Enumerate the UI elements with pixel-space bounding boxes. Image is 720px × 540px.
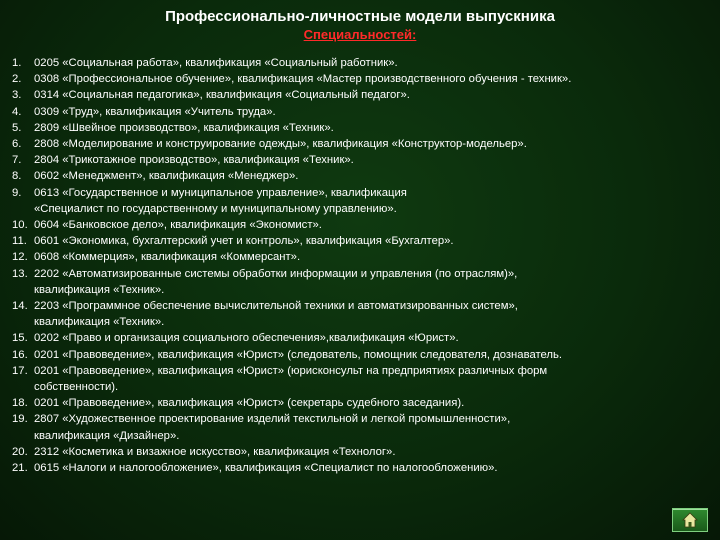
item-number: 14.	[12, 300, 28, 313]
list-item	[12, 55, 717, 71]
item-text: 0615 «Налоги и налогообложение», квалификация «Специалист по налогообложению».	[34, 462, 498, 475]
item-number: 12.	[12, 251, 28, 264]
item-text: 0201 «Правоведение», квалификация «Юрист» (юрисконсульт на предприятиях различных форм	[34, 364, 548, 377]
list-item	[12, 136, 717, 152]
item-text: 0201 «Правоведение», квалификация «Юрист» (следователь, помощник следователя, дознаватель.	[34, 348, 563, 361]
item-text: 2202 «Автоматизированные системы обработки информации и управления (по отраслям)»,	[34, 267, 518, 280]
item-number: 17.	[12, 364, 28, 377]
list-item	[12, 185, 717, 217]
list-item	[12, 104, 717, 120]
list-item	[12, 298, 717, 330]
item-text-continuation: квалификация «Техник».	[34, 316, 165, 329]
item-number: 15.	[12, 332, 28, 345]
item-number: 13.	[12, 267, 28, 280]
home-button[interactable]	[672, 508, 708, 532]
item-number: 3.	[12, 89, 22, 102]
list-item	[12, 233, 717, 249]
specialty-list	[12, 55, 717, 476]
item-number: 5.	[12, 121, 22, 134]
slide-title: Профессионально-личностные модели выпускника	[165, 8, 555, 25]
item-text: 0314 «Социальная педагогика», квалификация «Социальный педагог».	[34, 89, 410, 102]
item-text: 0604 «Банковское дело», квалификация «Экономист».	[34, 219, 322, 232]
item-text: 2203 «Программное обеспечение вычислительной техники и автоматизированных систем»,	[34, 300, 518, 313]
item-number: 6.	[12, 138, 22, 151]
item-number: 10.	[12, 219, 28, 232]
item-text-continuation: квалификация «Дизайнер».	[34, 429, 180, 442]
item-number: 21.	[12, 462, 28, 475]
item-text: 0613 «Государственное и муниципальное управление», квалификация	[34, 186, 407, 199]
list-item	[12, 411, 717, 443]
list-item	[12, 217, 717, 233]
item-text: 2807 «Художественное проектирование изделий текстильной и легкой промышленности»,	[34, 413, 511, 426]
list-item	[12, 395, 717, 411]
item-text: 0608 «Коммерция», квалификация «Коммерсант».	[34, 251, 301, 264]
home-icon	[682, 512, 698, 528]
item-number: 19.	[12, 413, 28, 426]
list-item	[12, 152, 717, 168]
item-number: 20.	[12, 445, 28, 458]
item-text: 2809 «Швейное производство», квалификация «Техник».	[34, 121, 334, 134]
item-text: 2808 «Моделирование и конструирование одежды», квалификация «Конструктор-модельер».	[34, 138, 527, 151]
item-number: 18.	[12, 397, 28, 410]
item-number: 11.	[12, 235, 27, 248]
item-text: 0201 «Правоведение», квалификация «Юрист» (секретарь судебного заседания).	[34, 397, 465, 410]
list-item	[12, 249, 717, 265]
item-text: 2804 «Трикотажное производство», квалификация «Техник».	[34, 154, 354, 167]
list-item	[12, 347, 717, 363]
item-number: 2.	[12, 73, 22, 86]
list-item	[12, 87, 717, 103]
item-text: 0602 «Менеджмент», квалификация «Менеджер».	[34, 170, 299, 183]
list-item	[12, 168, 717, 184]
list-item	[12, 120, 717, 136]
list-item	[12, 266, 717, 298]
item-number: 9.	[12, 186, 22, 199]
list-item	[12, 363, 717, 395]
list-item	[12, 330, 717, 346]
list-item	[12, 444, 717, 460]
item-number: 4.	[12, 105, 22, 118]
item-text: 0205 «Социальная работа», квалификация «Социальный работник».	[34, 57, 398, 69]
slide-subtitle: Специальностей:	[303, 27, 417, 42]
item-number: 7.	[12, 154, 22, 167]
item-number: 16.	[12, 348, 28, 361]
item-number: 8.	[12, 170, 22, 183]
item-text: 0309 «Труд», квалификация «Учитель труда».	[34, 105, 276, 118]
item-text: 0601 «Экономика, бухгалтерский учет и контроль», квалификация «Бухгалтер».	[34, 235, 454, 248]
item-text-continuation: квалификация «Техник».	[34, 283, 165, 296]
list-item	[12, 71, 717, 87]
item-text: 0308 «Профессиональное обучение», квалификация «Мастер производственного обучения - техник».	[34, 73, 572, 86]
item-text-continuation: «Специалист по государственному и муниципальному управлению».	[34, 202, 397, 215]
item-text: 2312 «Косметика и визажное искусство», квалификация «Технолог».	[34, 445, 396, 458]
item-number: 1.	[12, 57, 22, 69]
list-item	[12, 460, 717, 476]
item-text: 0202 «Право и организация социального обеспечения»,квалификация «Юрист».	[34, 332, 459, 345]
item-text-continuation: собственности).	[34, 381, 119, 394]
